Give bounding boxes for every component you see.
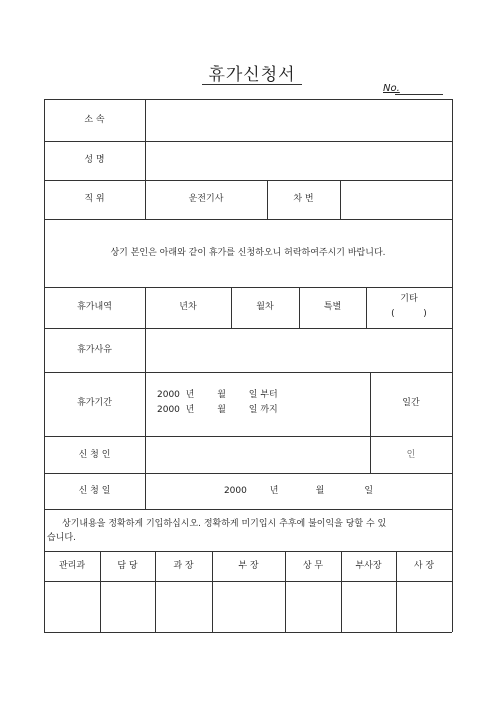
approval-president: 사 장: [413, 561, 435, 571]
row-divider: [44, 581, 452, 582]
seal-mark: 인: [406, 450, 416, 460]
row-divider: [44, 551, 452, 552]
apply-date-label: 신 청 일: [78, 486, 111, 496]
approval-managing-director: 상 무: [302, 561, 324, 571]
number-label: No.: [383, 83, 400, 94]
position-value: 운전기사: [188, 194, 224, 204]
leave-type-monthly[interactable]: 월차: [256, 302, 274, 312]
period-from[interactable]: 2000 년 월 일 부터: [157, 390, 278, 400]
name-field[interactable]: [146, 142, 451, 179]
leave-type-annual[interactable]: 년차: [179, 302, 197, 312]
request-statement: 상기 본인은 아래와 같이 휴가를 신청하오니 허락하여주시기 바랍니다.: [110, 248, 386, 258]
affiliation-field[interactable]: [146, 100, 451, 140]
row-divider: [44, 473, 452, 474]
approval-staff: 담 당: [117, 561, 138, 571]
leave-type-special[interactable]: 특별: [323, 302, 342, 312]
row-divider: [44, 219, 452, 220]
table-border-left: [44, 99, 45, 632]
notice-line-2: 습니다.: [47, 533, 76, 543]
leave-type-other-paren: ( ): [391, 309, 427, 319]
number-field-line[interactable]: [395, 94, 443, 95]
period-label: 휴가기간: [77, 398, 112, 408]
car-number-label: 차 번: [293, 194, 314, 204]
approval-vice-president: 부사장: [355, 561, 382, 571]
apply-date-value[interactable]: 2000 년 월 일: [223, 486, 374, 496]
days-label: 일간: [402, 398, 420, 408]
row-divider: [44, 287, 452, 288]
row-divider: [44, 509, 452, 510]
leave-type-label: 휴가내역: [77, 302, 112, 312]
title-underline: [202, 84, 302, 85]
table-border-bottom: [44, 632, 452, 633]
position-label: 직 위: [84, 194, 105, 204]
row-divider: [44, 372, 452, 373]
reason-label: 휴가사유: [77, 345, 112, 355]
table-border-right: [452, 99, 453, 632]
applicant-field[interactable]: [146, 437, 369, 472]
car-number-field[interactable]: [341, 181, 451, 218]
approval-department-head: 부 장: [238, 561, 259, 571]
document-title: 휴가신청서: [208, 65, 296, 85]
reason-field[interactable]: [146, 329, 451, 371]
notice-line-1: 상기내용을 정확하게 기입하십시오. 정확하게 미기입시 추후에 불이익을 당할 수 있: [62, 519, 387, 529]
approval-section-chief: 과 장: [173, 561, 194, 571]
applicant-label: 신 청 인: [78, 450, 111, 460]
approval-admin: 관리과: [58, 561, 86, 571]
leave-type-other-label[interactable]: 기타: [400, 294, 418, 304]
name-label: 성 명: [84, 155, 105, 165]
period-to[interactable]: 2000 년 월 일 까지: [157, 405, 278, 415]
affiliation-label: 소 속: [84, 115, 105, 125]
